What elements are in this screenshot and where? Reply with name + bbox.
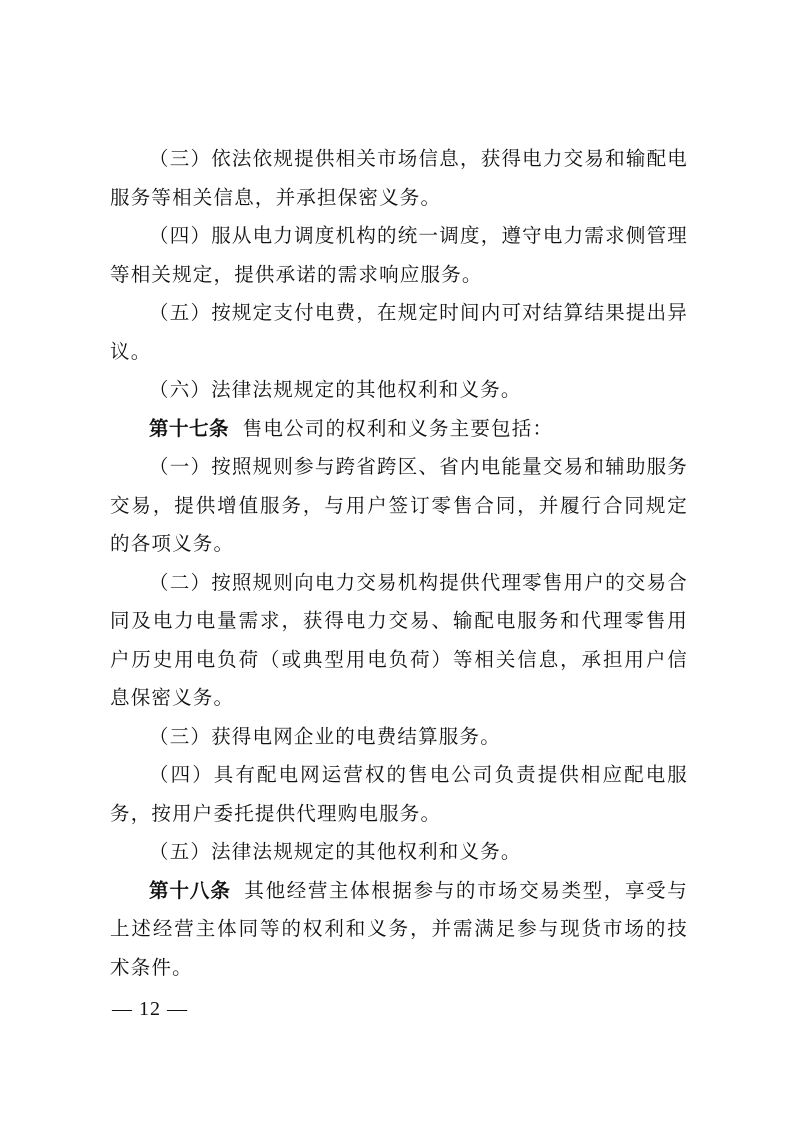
paragraph-text: （五）法律法规规定的其他权利和义务。: [149, 840, 522, 863]
paragraph-rights-4: [110, 217, 688, 294]
paragraph-article17-item-3: [110, 718, 688, 757]
paragraph-text: （四）具有配电网运营权的售电公司负责提供相应配电服务，按用户委托提供代理购电服务。: [110, 763, 688, 825]
paragraph-rights-3: [110, 140, 688, 217]
paragraph-article17-item-2: [110, 564, 688, 718]
paragraph-text: （六）法律法规规定的其他权利和义务。: [149, 378, 522, 401]
article-label: 第十八条: [149, 878, 231, 902]
article-17-heading: [110, 410, 688, 449]
paragraph-text: 其他经营主体根据参与的市场交易类型，享受与上述经营主体同等的权利和义务，并需满足参与现货市场的技术条件。: [110, 878, 688, 979]
paragraph-text: （五）按规定支付电费，在规定时间内可对结算结果提出异议。: [110, 301, 688, 363]
paragraph-rights-5: [110, 294, 688, 371]
article-18-paragraph: [110, 872, 688, 988]
paragraph-article17-item-4: [110, 756, 688, 833]
document-body: [110, 140, 688, 987]
paragraph-article17-item-5: [110, 833, 688, 872]
paragraph-text: 售电公司的权利和义务主要包括：: [242, 416, 554, 440]
paragraph-text: （四）服从电力调度机构的统一调度，遵守电力需求侧管理等相关规定，提供承诺的需求响应服务。: [110, 224, 688, 286]
paragraph-text: （二）按照规则向电力交易机构提供代理零售用户的交易合同及电力电量需求，获得电力交易、输配电服务和代理零售用户历史用电负荷（或典型用电负荷）等相关信息，承担用户信息保密义务。: [110, 570, 688, 709]
article-label: 第十七条: [149, 416, 230, 440]
page-number: — 12 —: [112, 998, 188, 1020]
paragraph-text: （三）依法依规提供相关市场信息，获得电力交易和输配电服务等相关信息，并承担保密义务。: [110, 147, 688, 209]
paragraph-text: （一）按照规则参与跨省跨区、省内电能量交易和辅助服务交易，提供增值服务，与用户签订零售合同，并履行合同规定的各项义务。: [110, 455, 688, 555]
paragraph-article17-item-1: [110, 448, 688, 564]
paragraph-text: （三）获得电网企业的电费结算服务。: [149, 724, 501, 748]
paragraph-rights-6: [110, 371, 688, 410]
